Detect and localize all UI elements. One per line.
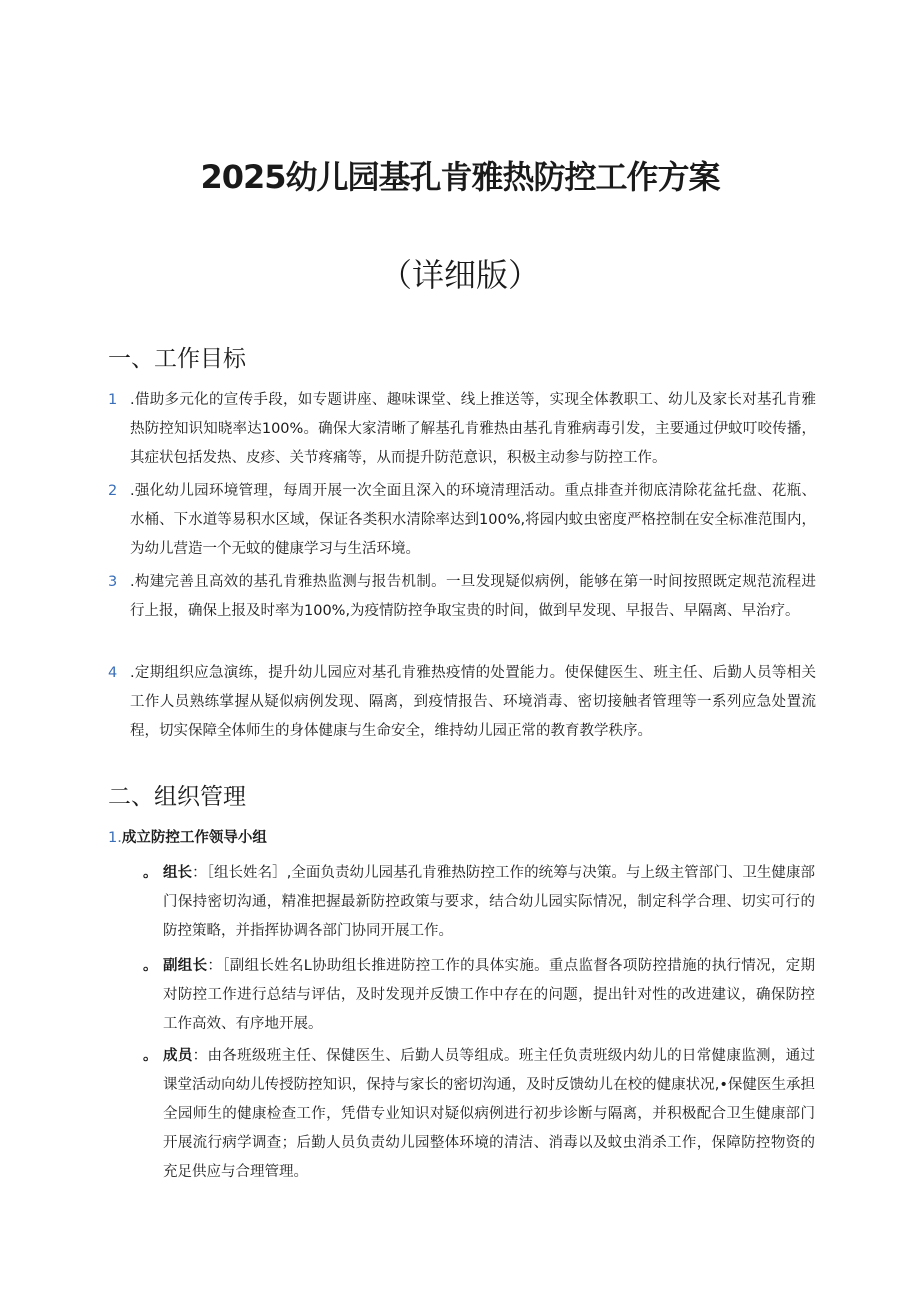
role-label: 组长 bbox=[163, 865, 193, 881]
role-body bbox=[143, 952, 815, 1039]
goal-item-text: .定期组织应急演练，提升幼儿园应对基孔肯雅热疫情的处置能力。使保健医生、班主任、后勤人员等相关工作人员熟练掌握从疑似病例发现、隔离，到疫情报告、环境消毒、密切接触者管理等一系列应急处置流程，切实保障全体师生的身体健康与生命安全，维持幼儿园正常的教育教学秩序。 bbox=[130, 665, 816, 739]
role-body bbox=[143, 1042, 815, 1187]
role-text: ：由各班级班主任、保健医生、后勤人员等组成。班主任负责班级内幼儿的日常健康监测，通过课堂活动向幼儿传授防控知识，保持与家长的密切沟通，及时反馈幼儿在校的健康状况,•保健医生承担全园师生的健康检查工作，凭借专业知识对疑似病例进行初步诊断与隔离，并积极配合卫生健康部门开展流行病学调查；后勤人员负责幼儿园整体环境的清洁、消毒以及蚊虫消杀工作，保障防控物资的充足供应与合理管理。 bbox=[163, 1048, 816, 1180]
role-label: 副组长 bbox=[163, 958, 208, 974]
role-item-leader bbox=[143, 859, 815, 946]
role-body bbox=[143, 859, 815, 946]
role-label: 成员 bbox=[163, 1048, 193, 1064]
role-text: ：［副组长姓名L协助组长推进防控工作的具体实施。重点监督各项防控措施的执行情况，定期对防控工作进行总结与评估，及时发现并反馈工作中存在的问题，提出针对性的改进建议，确保防控工作高效、有序地开展。 bbox=[163, 958, 816, 1032]
goal-item bbox=[108, 386, 816, 473]
goal-item bbox=[108, 568, 816, 626]
document-title: 2025幼儿园基孔肯雅热防控工作方案 bbox=[200, 158, 720, 196]
bullet-icon: 。 bbox=[143, 865, 158, 881]
goal-item bbox=[108, 477, 816, 564]
section-heading-organization: 二、组织管理 bbox=[108, 784, 246, 810]
subsection-title: 成立防控工作领导小组 bbox=[121, 830, 267, 846]
goal-item-number: 2 bbox=[108, 483, 118, 499]
goal-item-text: .强化幼儿园环境管理，每周开展一次全面且深入的环境清理活动。重点排查并彻底清除花盆托盘、花瓶、水桶、下水道等易积水区域，保证各类积水清除率达到100%,将园内蚊虫密度严格控制在安全标准范围内，为幼儿营造一个无蚊的健康学习与生活环境。 bbox=[130, 483, 816, 557]
goal-item-number: 1 bbox=[108, 392, 118, 408]
role-item-members bbox=[143, 1042, 815, 1187]
goal-item-number: 3 bbox=[108, 574, 118, 590]
subsection-number: 1. bbox=[108, 830, 122, 846]
document-subtitle: （详细版） bbox=[379, 256, 540, 294]
goal-item-text: .借助多元化的宣传手段，如专题讲座、趣味课堂、线上推送等，实现全体教职工、幼儿及家长对基孔肯雅热防控知识知晓率达100%。确保大家清晰了解基孔肯雅热由基孔肯雅病毒引发，主要通过伊蚊叮咬传播，其症状包括发热、皮疹、关节疼痛等，从而提升防范意识，积极主动参与防控工作。 bbox=[130, 392, 816, 466]
goal-item bbox=[108, 659, 816, 746]
role-item-deputy-leader bbox=[143, 952, 815, 1039]
goal-item-text: .构建完善且高效的基孔肯雅热监测与报告机制。一旦发现疑似病例，能够在第一时间按照既定规范流程进行上报，确保上报及时率为100%,为疫情防控争取宝贵的时间，做到早发现、早报告、早隔离、早治疗。 bbox=[130, 574, 816, 619]
role-text: ：［组长姓名］,全面负责幼儿园基孔肯雅热防控工作的统筹与决策。与上级主管部门、卫生健康部门保持密切沟通，精准把握最新防控政策与要求，结合幼儿园实际情况，制定科学合理、切实可行的防控策略，并指挥协调各部门协同开展工作。 bbox=[163, 865, 816, 939]
goal-item-number: 4 bbox=[108, 665, 118, 681]
subsection-heading bbox=[108, 826, 267, 847]
bullet-icon: 。 bbox=[143, 958, 158, 974]
section-heading-goals: 一、工作目标 bbox=[108, 346, 246, 372]
bullet-icon: 。 bbox=[143, 1048, 158, 1064]
